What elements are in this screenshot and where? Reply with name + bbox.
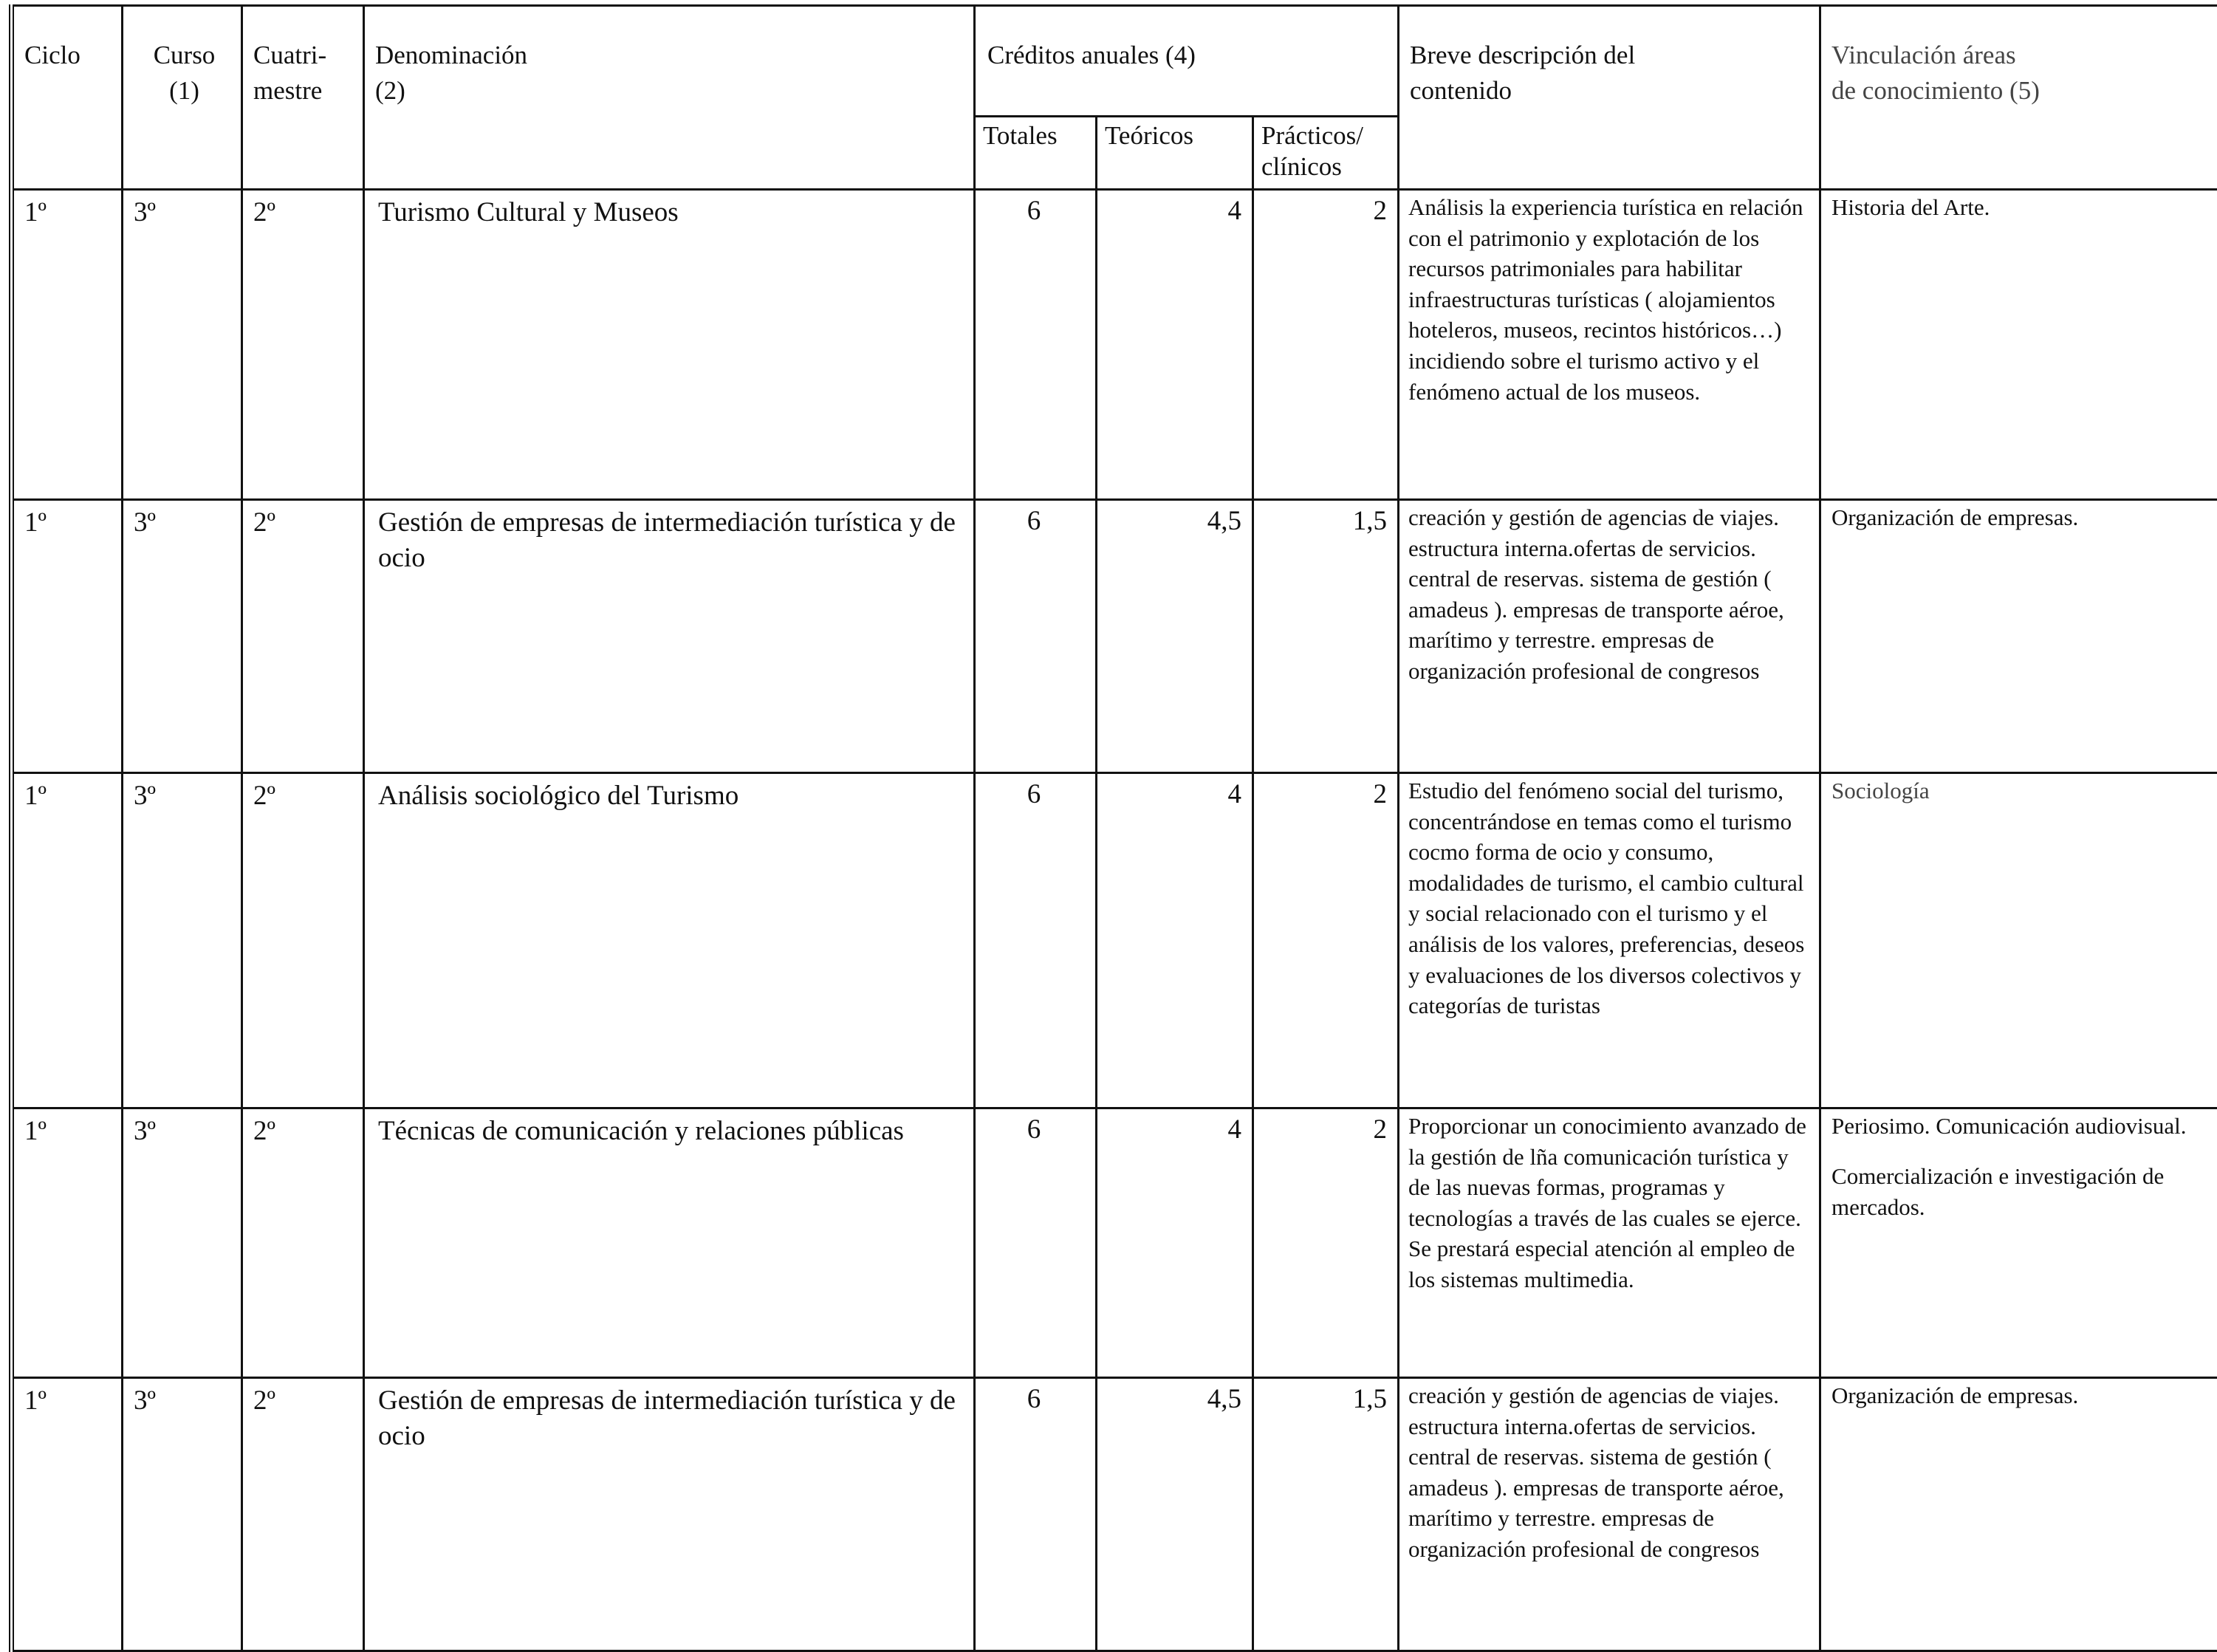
cell-practicos: 2 (1253, 1108, 1399, 1378)
cell-curso: 3º (123, 500, 242, 773)
header-cuatrimestre: Cuatri- mestre (242, 6, 364, 190)
curriculum-table (9, 4, 2217, 1652)
cell-curso: 3º (123, 1108, 242, 1378)
cell-ciclo: 1º (12, 1108, 123, 1378)
cell-ciclo: 1º (12, 773, 123, 1108)
cell-denominacion: Gestión de empresas de intermediación turística y de ocio (364, 1378, 975, 1651)
cell-totales: 6 (975, 1378, 1097, 1651)
header-descripcion: Breve descripción del contenido (1399, 6, 1820, 190)
cell-ciclo: 1º (12, 1378, 123, 1651)
cell-teoricos: 4,5 (1097, 1378, 1253, 1651)
cell-teoricos: 4,5 (1097, 500, 1253, 773)
header-vinculacion: Vinculación áreas de conocimiento (5) (1820, 6, 2217, 190)
table-row (12, 1108, 2217, 1378)
cell-practicos: 1,5 (1253, 500, 1399, 773)
cell-denominacion: Técnicas de comunicación y relaciones públicas (364, 1108, 975, 1378)
cell-cuatrimestre: 2º (242, 1378, 364, 1651)
cell-teoricos: 4 (1097, 1108, 1253, 1378)
header-totales: Totales (975, 117, 1097, 190)
cell-teoricos: 4 (1097, 190, 1253, 500)
cell-denominacion: Turismo Cultural y Museos (364, 190, 975, 500)
cell-totales: 6 (975, 190, 1097, 500)
header-curso: Curso (1) (123, 6, 242, 190)
cell-totales: 6 (975, 500, 1097, 773)
cell-totales: 6 (975, 773, 1097, 1108)
cell-practicos: 1,5 (1253, 1378, 1399, 1651)
cell-descripcion: Estudio del fenómeno social del turismo, concentrándose en temas como el turismo cocmo forma de ocio y consumo, modalidades de turismo, el cambio cultural y social relacionado con el turismo y el análisis de los valores, preferencias, deseos y evaluaciones de los diversos colectivos y categorías de turistas (1399, 773, 1820, 1108)
cell-descripcion: creación y gestión de agencias de viajes. estructura interna.ofertas de servicios. central de reservas. sistema de gestión ( amadeus ). empresas de transporte aéroe, marítimo y terrestre. empresas de organización profesional de congresos (1399, 500, 1820, 773)
cell-vinculacion: Organización de empresas. (1820, 500, 2217, 773)
header-denominacion: Denominación (2) (364, 6, 975, 190)
cell-cuatrimestre: 2º (242, 773, 364, 1108)
cell-descripcion: creación y gestión de agencias de viajes. estructura interna.ofertas de servicios. central de reservas. sistema de gestión ( amadeus ). empresas de transporte aéroe, marítimo y terrestre. empresas de organización profesional de congresos (1399, 1378, 1820, 1651)
cell-denominacion: Análisis sociológico del Turismo (364, 773, 975, 1108)
cell-descripcion: Proporcionar un conocimiento avanzado de la gestión de lña comunicación turística y de las nuevas formas, programas y tecnologías a través de las cuales se ejerce. Se prestará especial atención al empleo de los sistemas multimedia. (1399, 1108, 1820, 1378)
cell-vinculacion: Periosimo. Comunicación audiovisual. Comercialización e investigación de mercados. (1820, 1108, 2217, 1378)
cell-ciclo: 1º (12, 500, 123, 773)
cell-curso: 3º (123, 1378, 242, 1651)
cell-curso: 3º (123, 190, 242, 500)
cell-descripcion: Análisis la experiencia turística en relación con el patrimonio y explotación de los recursos patrimoniales para habilitar infraestructuras turísticas ( alojamientos hoteleros, museos, recintos históricos…) incidiendo sobre el turismo activo y el fenómeno actual de los museos. (1399, 190, 1820, 500)
header-ciclo: Ciclo (12, 6, 123, 190)
table-row (12, 1378, 2217, 1651)
cell-practicos: 2 (1253, 773, 1399, 1108)
cell-practicos: 2 (1253, 190, 1399, 500)
cell-ciclo: 1º (12, 190, 123, 500)
cell-totales: 6 (975, 1108, 1097, 1378)
header-creditos: Créditos anuales (4) (975, 6, 1399, 117)
table-row (12, 773, 2217, 1108)
cell-vinculacion: Historia del Arte. (1820, 190, 2217, 500)
cell-cuatrimestre: 2º (242, 1108, 364, 1378)
cell-cuatrimestre: 2º (242, 190, 364, 500)
table-row (12, 500, 2217, 773)
cell-denominacion: Gestión de empresas de intermediación turística y de ocio (364, 500, 975, 773)
cell-curso: 3º (123, 773, 242, 1108)
header-row (12, 6, 2217, 117)
header-teoricos: Teóricos (1097, 117, 1253, 190)
cell-vinculacion: Organización de empresas. (1820, 1378, 2217, 1651)
table-row (12, 190, 2217, 500)
header-practicos: Prácticos/ clínicos (1253, 117, 1399, 190)
cell-teoricos: 4 (1097, 773, 1253, 1108)
cell-cuatrimestre: 2º (242, 500, 364, 773)
cell-vinculacion: Sociología (1820, 773, 2217, 1108)
